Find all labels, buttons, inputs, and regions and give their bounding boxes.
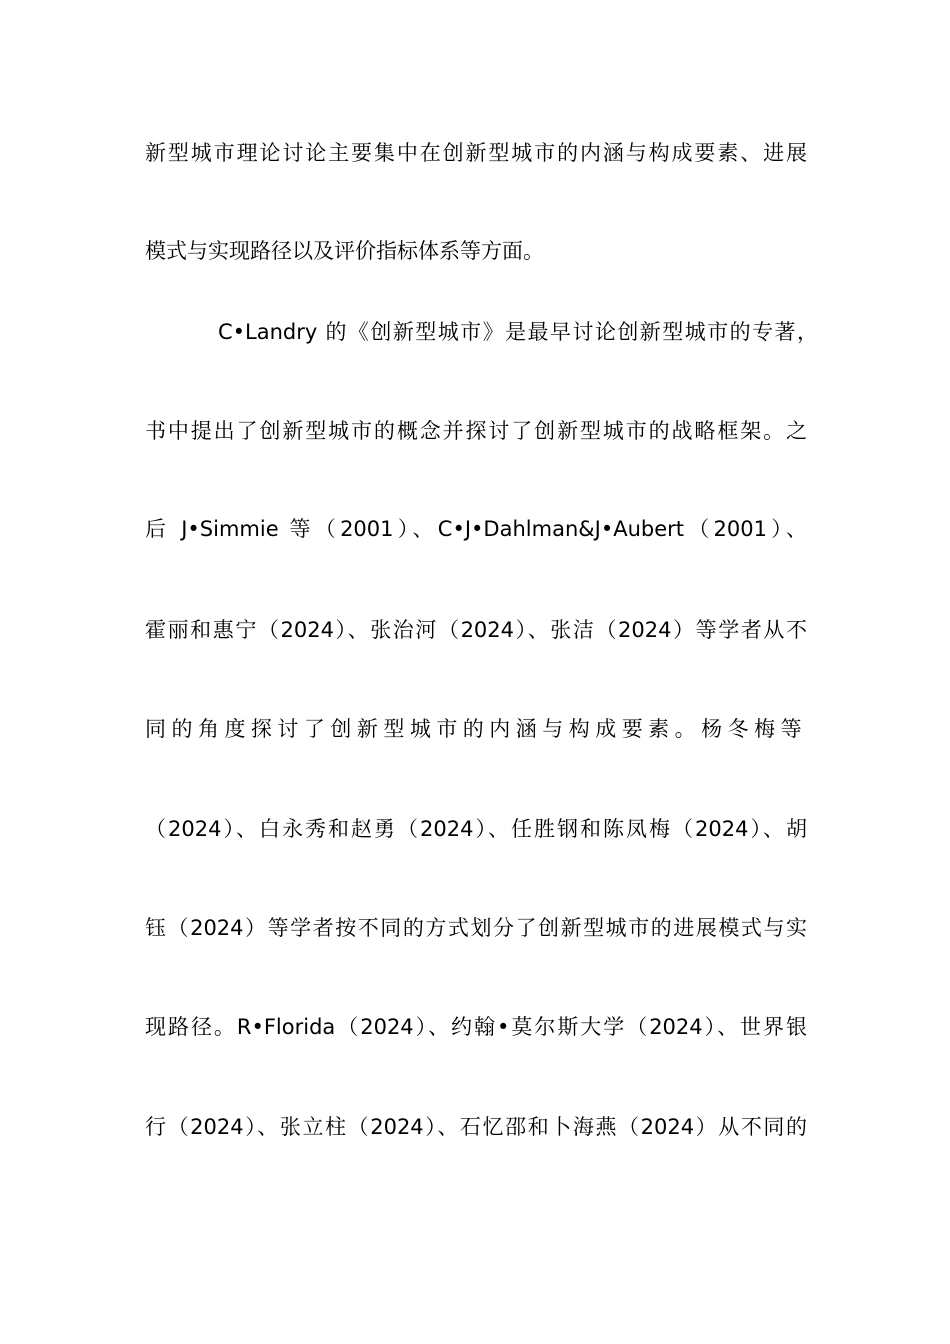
- paragraph-line: 后 J•Simmie 等（2001）、C•J•Dahlman&J•Aubert（2001）、: [145, 517, 807, 541]
- paragraph-line: 现路径。R•Florida（2024）、约翰•莫尔斯大学（2024）、世界银: [145, 1015, 807, 1039]
- paragraph-line: 模式与实现路径以及评价指标体系等方面。: [145, 239, 544, 263]
- paragraph-line: 行（2024）、张立柱（2024）、石忆邵和卜海燕（2024）从不同的: [145, 1115, 807, 1139]
- paragraph-line: 书中提出了创新型城市的概念并探讨了创新型城市的战略框架。之: [145, 419, 807, 443]
- paragraph-line: 钰（2024）等学者按不同的方式划分了创新型城市的进展模式与实: [145, 916, 807, 940]
- paragraph-line: （2024）、白永秀和赵勇（2024）、任胜钢和陈凤梅（2024）、胡: [145, 817, 807, 841]
- paragraph-line: 霍丽和惠宁（2024）、张治河（2024）、张洁（2024）等学者从不: [145, 618, 807, 642]
- paragraph-line: 新型城市理论讨论主要集中在创新型城市的内涵与构成要素、进展: [145, 141, 807, 165]
- paragraph-line: C•Landry 的《创新型城市》是最早讨论创新型城市的专著，: [218, 320, 818, 344]
- paragraph-line: 同的角度探讨了创新型城市的内涵与构成要素。杨冬梅等: [145, 717, 807, 741]
